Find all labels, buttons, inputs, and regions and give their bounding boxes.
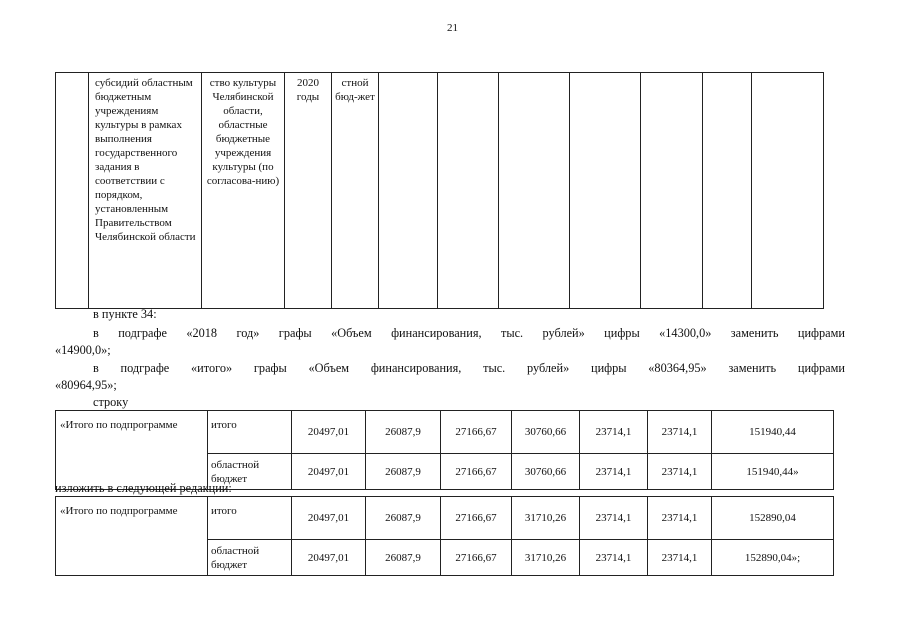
point-heading: в пункте 34: [93, 307, 157, 321]
value-cell: 23714,1 [648, 540, 712, 576]
value-cell: 30760,66 [512, 454, 580, 490]
period-cell: 2020 годы [285, 73, 332, 309]
paragraph-1-line-2: «14900,0»; [55, 343, 111, 357]
new-total-row-table [55, 496, 834, 576]
value-cell: 27166,67 [441, 454, 512, 490]
value-cell: 23714,1 [580, 454, 648, 490]
value-cell: 151940,44» [712, 454, 834, 490]
value-cell: 20497,01 [292, 411, 366, 454]
empty-cell [703, 73, 752, 309]
row-word: строку [93, 395, 129, 409]
paragraph-2-line-1: в подграфе «итого» графы «Объем финансирования, тыс. рублей» цифры «80364,95» заменить цифрами [93, 361, 845, 375]
value-cell: 20497,01 [292, 454, 366, 490]
total-label-cell: «Итого по подпрограмме [56, 411, 208, 490]
value-cell: 152890,04 [712, 497, 834, 540]
event-description-cell: субсидий областным бюджетным учреждениям культуры в рамках выполнения государственного задания в соответствии с порядком, установленным Правительством Челябинской области [89, 73, 202, 309]
value-cell: 23714,1 [580, 497, 648, 540]
empty-cell [570, 73, 641, 309]
value-cell: 26087,9 [366, 454, 441, 490]
value-cell: 23714,1 [648, 454, 712, 490]
value-cell: 23714,1 [648, 497, 712, 540]
row-name-cell: областной бюджет [208, 454, 292, 490]
value-cell: 27166,67 [441, 540, 512, 576]
row-name-cell: областной бюджет [208, 540, 292, 576]
value-cell: 151940,44 [712, 411, 834, 454]
value-cell: 26087,9 [366, 540, 441, 576]
row-name-cell: итого [208, 411, 292, 454]
table-row [56, 497, 834, 540]
value-cell: 20497,01 [292, 497, 366, 540]
budget-source-cell: стной бюд-жет [332, 73, 379, 309]
empty-cell [752, 73, 824, 309]
total-label-cell: «Итого по подпрограмме [56, 497, 208, 576]
paragraph-2-line-2: «80964,95»; [55, 378, 117, 392]
replace-text: изложить в следующей редакции: [55, 481, 232, 495]
empty-cell [499, 73, 570, 309]
value-cell: 31710,26 [512, 497, 580, 540]
value-cell: 30760,66 [512, 411, 580, 454]
value-cell: 23714,1 [648, 411, 712, 454]
row-name-cell: итого [208, 497, 292, 540]
table-row [56, 411, 834, 454]
value-cell: 27166,67 [441, 411, 512, 454]
value-cell: 23714,1 [580, 540, 648, 576]
upper-table-fragment [55, 72, 824, 309]
value-cell: 23714,1 [580, 411, 648, 454]
value-cell: 27166,67 [441, 497, 512, 540]
value-cell: 20497,01 [292, 540, 366, 576]
empty-cell [56, 73, 89, 309]
value-cell: 31710,26 [512, 540, 580, 576]
empty-cell [641, 73, 703, 309]
paragraph-1-line-1: в подграфе «2018 год» графы «Объем финансирования, тыс. рублей» цифры «14300,0» заменить цифрами [93, 326, 845, 340]
old-total-row-table [55, 410, 834, 490]
page-number: 21 [447, 22, 458, 34]
executor-cell: ство культуры Челябинской области, областные бюджетные учреждения культуры (по согласова-нию) [202, 73, 285, 309]
value-cell: 26087,9 [366, 497, 441, 540]
value-cell: 152890,04»; [712, 540, 834, 576]
empty-cell [438, 73, 499, 309]
value-cell: 26087,9 [366, 411, 441, 454]
empty-cell [379, 73, 438, 309]
